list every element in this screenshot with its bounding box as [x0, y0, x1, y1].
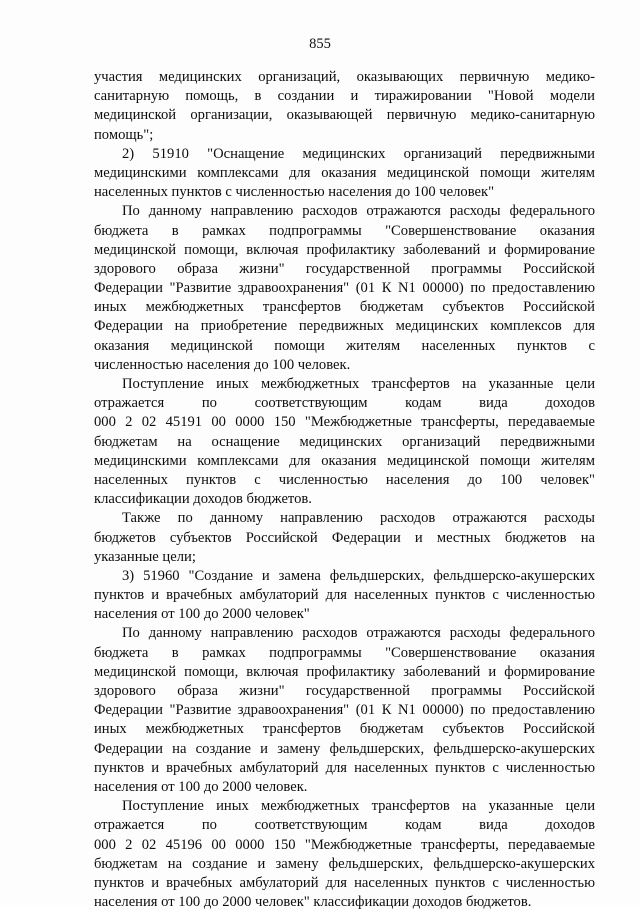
text-line: населения от 100 до 2000 человек.: [94, 778, 308, 795]
text-line: иных межбюджетных трансфертов бюджетам субъектов Российской: [94, 299, 595, 316]
text-line: санитарную помощь, в создании и тиражировании "Новой модели: [94, 88, 595, 105]
text-line: иных межбюджетных трансфертов бюджетам субъектов Российской: [94, 721, 595, 738]
text-line: населения от 100 до 2000 человек": [94, 606, 310, 623]
page-number: 855: [309, 36, 331, 52]
text-line: медицинскими комплексами для оказания медицинской помощи жителям: [94, 452, 595, 469]
text-line: здорового образа жизни" государственной программы Российской: [94, 683, 595, 699]
text-line: здорового образа жизни" государственной программы Российской: [94, 260, 595, 277]
text-line: численностью населения до 100 человек.: [94, 356, 351, 373]
text-line: пунктов и врачебных амбулаторий для населенных пунктов с численностью: [94, 874, 595, 891]
text-line: медицинскими комплексами для оказания медицинской помощи жителям: [94, 164, 595, 181]
text-line: Также по данному направлению расходов отражаются расходы: [122, 510, 595, 527]
text-line: пунктов и врачебных амбулаторий для населенных пунктов с численностью: [94, 759, 595, 776]
text-line: бюджетам на создание и замену фельдшерских, фельдшерско-акушерских: [94, 855, 595, 872]
text-line: По данному направлению расходов отражаются расходы федерального: [122, 203, 595, 220]
text-line: бюджетов субъектов Российской Федерации и местных бюджетов на: [94, 529, 595, 546]
text-line: Федерации на создание и замену фельдшерских, фельдшерско-акушерских: [94, 740, 595, 757]
text-line: отражается по соответствующим кодам вида доходов: [94, 817, 595, 834]
text-line: медицинской организации, оказывающей первичную медико-санитарную: [94, 107, 595, 124]
text-line: пунктов и врачебных амбулаторий для населенных пунктов с численностью: [94, 587, 595, 604]
text-line: Поступление иных межбюджетных трансфертов на указанные цели: [122, 798, 595, 815]
text-line: По данному направлению расходов отражаются расходы федерального: [122, 625, 595, 642]
text-line: медицинской помощи, включая профилактику заболеваний и формирование: [94, 663, 595, 680]
text-line: отражается по соответствующим кодам вида доходов: [94, 395, 595, 412]
text-line: 000 2 02 45196 00 0000 150 "Межбюджетные трансферты, передаваемые: [94, 836, 595, 853]
text-line: оказания медицинской помощи жителям населенных пунктов с: [94, 337, 595, 354]
text-line: 2) 51910 "Оснащение медицинских организаций передвижными: [122, 145, 595, 162]
text-line: населения от 100 до 2000 человек" классификации доходов бюджетов.: [94, 894, 532, 911]
text-line: Поступление иных межбюджетных трансфертов на указанные цели: [122, 376, 595, 392]
text-line: бюджета в рамках подпрограммы "Совершенствование оказания: [94, 222, 595, 239]
text-line: участия медицинских организаций, оказывающих первичную медико-: [94, 69, 595, 85]
text-line: Федерации "Развитие здравоохранения" (01 К N1 00000) по предоставлению: [94, 280, 595, 297]
text-line: Федерации на приобретение передвижных медицинских комплексов для: [94, 318, 595, 335]
text-line: медицинской помощи, включая профилактику заболеваний и формирование: [94, 241, 595, 258]
document-body: [94, 68, 595, 912]
text-line: указанные цели;: [94, 548, 196, 565]
text-line: 000 2 02 45191 00 0000 150 "Межбюджетные трансферты, передаваемые: [94, 414, 595, 431]
text-line: помощь";: [94, 126, 154, 143]
text-line: населенных пунктов с численностью населения до 100 человек": [94, 471, 595, 488]
text-line: 3) 51960 "Создание и замена фельдшерских, фельдшерско-акушерских: [122, 567, 595, 584]
text-line: Федерации "Развитие здравоохранения" (01 К N1 00000) по предоставлению: [94, 702, 595, 719]
text-line: бюджетам на оснащение медицинских организаций передвижными: [94, 433, 595, 450]
text-line: населенных пунктов с численностью населения до 100 человек": [94, 184, 495, 201]
text-line: бюджета в рамках подпрограммы "Совершенствование оказания: [94, 644, 595, 661]
text-line: классификации доходов бюджетов.: [94, 491, 312, 508]
